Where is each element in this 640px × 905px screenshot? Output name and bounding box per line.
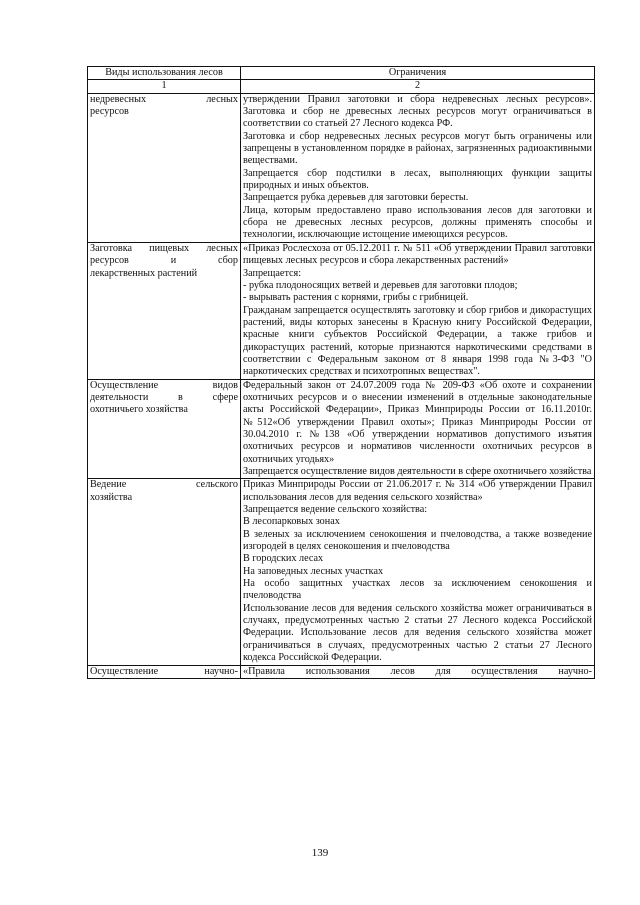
usage-type-cell xyxy=(88,479,241,665)
column-number-2: 2 xyxy=(241,80,595,93)
usage-type-line: охотничьего хозяйства xyxy=(90,404,188,416)
restriction-paragraph: утверждении Правил заготовки и сбора недревесных лесных ресурсов». Заготовка и сбор не древесных лесных ресурсов могут ограничиваться в соответствии со статьей 27 Лесного кодекса РФ. xyxy=(243,93,592,130)
usage-type-line: Ведение сельского xyxy=(90,479,238,491)
table-row xyxy=(88,379,595,479)
page-number: 139 xyxy=(311,847,329,859)
column-number-row xyxy=(88,80,595,93)
restriction-paragraph: Приказ Минприроды России от 21.06.2017 г. № 314 «Об утверждении Правил использования лесов для ведения сельского хозяйства» xyxy=(243,479,592,503)
usage-type-line: хозяйства xyxy=(90,491,133,503)
restriction-paragraph: Гражданам запрещается осуществлять заготовку и сбор грибов и дикорастущих растений, виды которых занесены в Красную книгу Российской Федерации, красные книги субъектов Российской Федерации, а также грибов и дикорастущих растений, которые признаются наркотическими средствами в соответствии с Федеральным законом от 8 января 1998 года №3-ФЗ "О наркотических средствах и психотропных веществах". xyxy=(243,304,592,378)
restriction-paragraph: Использование лесов для ведения сельского хозяйства может ограничиваться в случаях, предусмотренных частью 2 статьи 27 Лесного кодекса Российской Федерации. Использование лесов для ведения сельского хозяйства может ограничиваться в случаях, предусмотренных частью 2 статьи 27 Лесного кодекса Российской Федерации. xyxy=(243,602,592,664)
column-header-usage-types: Виды использования лесов xyxy=(88,67,241,80)
restriction-paragraph: В лесопарковых зонах xyxy=(243,516,340,528)
restriction-paragraph: Федеральный закон от 24.07.2009 года № 209-ФЗ «Об охоте и сохранении охотничьих ресурсов и о внесении изменений в отдельные законодательные акты Российской Федерации», Приказ Минприроды России от 16.11.2010г. №512«Об утверждении Правил охоты»; Приказ Минприроды России от 30.04.2010 г. №138 «Об утверждении нормативов допустимого изъятия охотничьих ресурсов и нормативов численности охотничьих ресурсов в охотничьих угодьях» xyxy=(243,379,592,465)
restriction-paragraph: В городских лесах xyxy=(243,553,324,565)
restrictions-table xyxy=(87,66,595,679)
usage-type-line: Заготовка пищевых лесных xyxy=(90,242,238,254)
table-row xyxy=(88,93,595,242)
usage-type-line: Осуществление видов xyxy=(90,379,238,391)
restriction-paragraph: Запрещается сбор подстилки в лесах, выполняющих функции защиты природных и иных объектов. xyxy=(243,167,592,192)
restriction-paragraph: Заготовка и сбор недревесных лесных ресурсов могут быть ограничены или запрещены в установленном порядке в районах, загрязненных радиоактивными веществами. xyxy=(243,130,592,167)
restrictions-cell xyxy=(241,93,595,242)
restriction-paragraph: - рубка плодоносящих ветвей и деревьев для заготовки плодов; xyxy=(243,279,518,291)
table-header-row xyxy=(88,67,595,80)
restriction-paragraph: Запрещается осуществление видов деятельности в сфере охотничьего хозяйства xyxy=(243,466,592,477)
table-row xyxy=(88,665,595,678)
restrictions-cell xyxy=(241,665,595,678)
restrictions-cell xyxy=(241,479,595,665)
restriction-paragraph: «Приказ Рослесхоза от 05.12.2011 г. № 511 «Об утверждении Правил заготовки пищевых лесных ресурсов и сбора лекарственных растений» xyxy=(243,242,592,267)
column-number-1: 1 xyxy=(88,80,241,93)
restriction-paragraph: Лица, которым предоставлено право использования лесов для заготовки и сбора не древесных лесных ресурсов, должны применять способы и технологии, исключающие истощение имеющихся ресурсов. xyxy=(243,204,592,241)
restriction-paragraph: На заповедных лесных участках xyxy=(243,565,384,577)
restriction-paragraph: На особо защитных участках лесов за исключением сенокошения и пчеловодства xyxy=(243,578,592,602)
usage-type-cell xyxy=(88,242,241,379)
usage-type-cell xyxy=(88,665,241,678)
usage-type-line: Осуществление научно- xyxy=(90,665,238,677)
restriction-paragraph: - вырывать растения с корнями, грибы с грибницей. xyxy=(243,292,469,304)
restriction-paragraph: Запрещается рубка деревьев для заготовки бересты. xyxy=(243,192,469,204)
usage-type-line: недревесных лесных xyxy=(90,93,238,105)
usage-type-line: деятельности в сфере xyxy=(90,391,238,403)
restriction-paragraph: Запрещается ведение сельского хозяйства: xyxy=(243,504,428,516)
usage-type-line: ресурсов и сбор xyxy=(90,255,238,267)
table-row xyxy=(88,479,595,665)
usage-type-line: лекарственных растений xyxy=(90,267,198,279)
usage-type-line: ресурсов xyxy=(90,106,129,118)
restriction-paragraph: В зеленых за исключением сенокошения и пчеловодства, а также возведение изгородей в целях сенокошения и пчеловодства xyxy=(243,528,592,553)
restrictions-cell xyxy=(241,379,595,479)
table-row xyxy=(88,242,595,379)
usage-type-cell xyxy=(88,379,241,479)
restriction-paragraph: «Правила использования лесов для осуществления научно- xyxy=(243,665,592,677)
restriction-paragraph: Запрещается: xyxy=(243,267,302,279)
usage-type-cell xyxy=(88,93,241,242)
restrictions-cell xyxy=(241,242,595,379)
column-header-restrictions: Ограничения xyxy=(241,67,595,80)
